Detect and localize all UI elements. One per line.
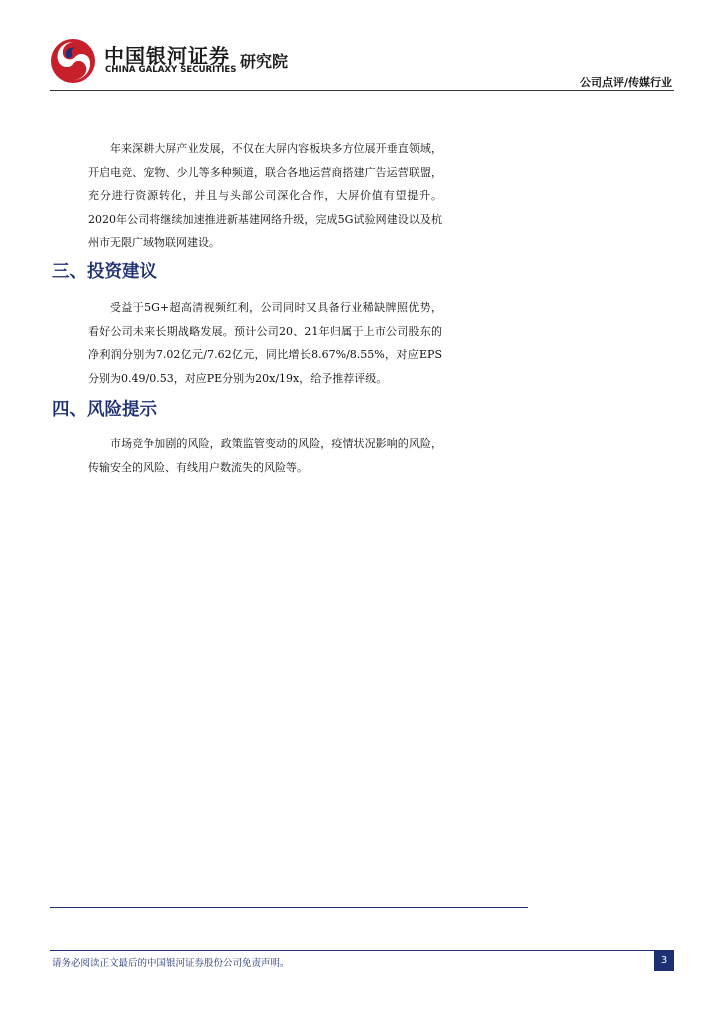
header-divider — [50, 90, 674, 91]
galaxy-logo-icon — [50, 38, 96, 84]
footer-divider — [50, 950, 674, 951]
logo-english-name: CHINA GALAXY SECURITIES — [105, 65, 237, 75]
intro-paragraph: 年来深耕大屏产业发展，不仅在大屏内容板块多方位展开垂直领域，开启电竞、宠物、少儿等多种频道，联合各地运营商搭建广告运营联盟，充分进行资源转化，并且与头部公司深化合作，大屏价值有望提升。2020年公司将继续加速推进新基建网络升级，完成5G试验网建设以及杭州市无限广域物联网建设。 — [88, 142, 442, 249]
page-number: 3 — [654, 951, 674, 971]
risk-paragraph: 市场竞争加剧的风险，政策监管变动的风险，疫情状况影响的风险，传输安全的风险、有线用户数流失的风险等。 — [88, 437, 442, 474]
logo-chinese-name: 中国银河证券 — [104, 44, 230, 68]
logo-institute: 研究院 — [240, 52, 289, 71]
footer-divider-short — [50, 907, 528, 908]
disclaimer-note: 请务必阅读正文最后的中国银河证券股份公司免责声明。 — [52, 958, 290, 969]
section-heading-investment: 三、投资建议 — [52, 262, 157, 282]
investment-paragraph: 受益于5G+超高清视频红利，公司同时又具备行业稀缺牌照优势，看好公司未来长期战略发展。预计公司20、21年归属于上市公司股东的净利润分别为7.02亿元/7.62亿元，同比增长8.67%/8.55%，对应EPS分别为0.49/0.53，对应PE分别为20x/19x，给予推荐评级。 — [88, 301, 442, 385]
report-category: 公司点评/传媒行业 — [579, 76, 672, 89]
page-header — [0, 0, 724, 100]
section-heading-risk: 四、风险提示 — [52, 400, 157, 420]
